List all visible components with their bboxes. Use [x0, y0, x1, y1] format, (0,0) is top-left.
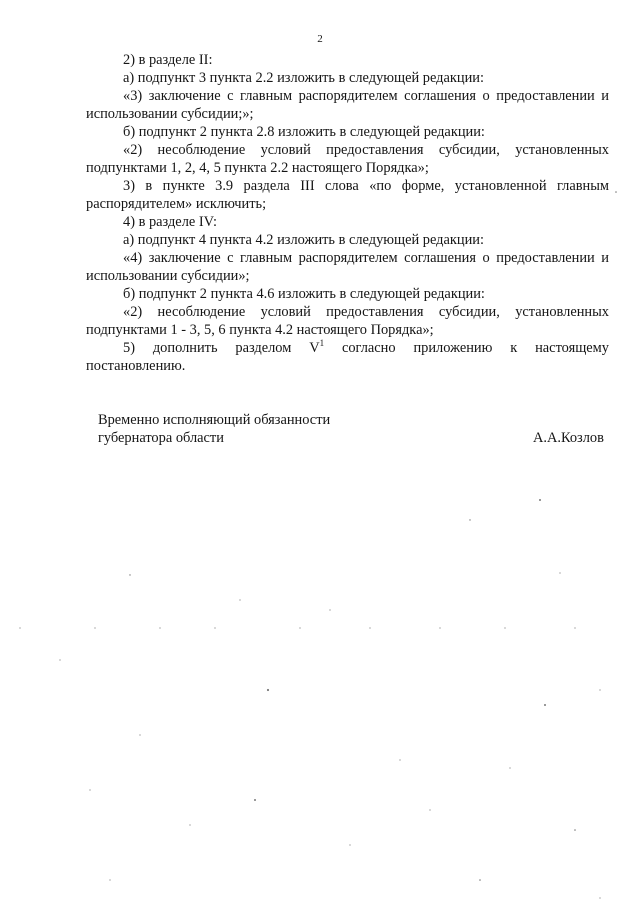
- item-5-text-start: 5) дополнить разделом V: [123, 340, 320, 356]
- paragraph-quote-3: «3) заключение с главным распорядителем соглашения о предоставлении и использовании субсидии;»;: [86, 88, 609, 122]
- signatory-title-line-1: Временно исполняющий обязанности: [98, 412, 331, 428]
- paragraph-section-4: 4) в разделе IV:: [123, 214, 217, 230]
- paragraph-section-2: 2) в разделе II:: [123, 52, 213, 68]
- paragraph-subitem-b-2-8: б) подпункт 2 пункта 2.8 изложить в следующей редакции:: [123, 124, 485, 140]
- item-5-text-end: согласно приложению к настоящему постановлению.: [86, 340, 609, 374]
- paragraph-quote-4: «4) заключение с главным распорядителем соглашения о предоставлении и использовании субсидии»;: [86, 250, 609, 284]
- signatory-name: А.А.Козлов: [533, 430, 604, 446]
- paragraph-subitem-a-2-2: а) подпункт 3 пункта 2.2 изложить в следующей редакции:: [123, 70, 484, 86]
- paragraph-quote-2-second: «2) несоблюдение условий предоставления субсидии, установленных подпунктами 1 - 3, 5, 6 пункта 4.2 настоящего Порядка»;: [86, 304, 609, 338]
- paragraph-subitem-a-4-2: а) подпункт 4 пункта 4.2 изложить в следующей редакции:: [123, 232, 484, 248]
- paragraph-item-3: 3) в пункте 3.9 раздела III слова «по форме, установленной главным распорядителем» исключить;: [86, 178, 609, 212]
- signatory-title-line-2: губернатора области: [98, 430, 224, 446]
- item-5-superscript: 1: [319, 338, 325, 348]
- page-number: 2: [317, 33, 323, 45]
- paragraph-quote-2-first: «2) несоблюдение условий предоставления субсидии, установленных подпунктами 1, 2, 4, 5 пункта 2.2 настоящего Порядка»;: [86, 142, 609, 176]
- paragraph-subitem-b-4-6: б) подпункт 2 пункта 4.6 изложить в следующей редакции:: [123, 286, 485, 302]
